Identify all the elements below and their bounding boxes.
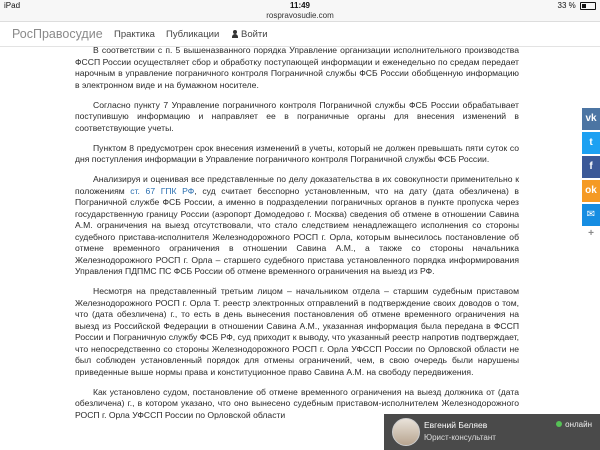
share-column <box>582 108 600 242</box>
url-text: rospravosudie.com <box>266 11 334 20</box>
paragraph-4-start: Анализируя и оценивая все представленные по делу доказательства в их совокупности применительно к положениям <box>75 174 519 196</box>
consultant-chat-widget[interactable] <box>384 414 600 450</box>
site-logo[interactable]: РосПравосудие <box>12 27 103 41</box>
nav-login-label: Войти <box>241 29 268 40</box>
more-share-icon[interactable]: + <box>582 228 600 240</box>
online-dot-icon <box>556 421 562 427</box>
paragraph-3: Пунктом 8 предусмотрен срок внесения изменений в учеты, который не должен превышать пяти суток со дня поступления информации в Управление пограничного контроля Пограничной службы ФСБ России. <box>75 142 519 164</box>
ios-status-bar <box>0 0 600 11</box>
mail-share-icon[interactable]: ✉ <box>582 204 600 226</box>
nav-practice-link[interactable]: Практика <box>114 29 155 40</box>
odnoklassniki-share-icon[interactable]: ok <box>582 180 600 202</box>
paragraph-1: В соответствии с п. 5 вышеназванного порядка Управление организации исполнительного производства ФССП России осуществляет сбор и обработку поступающей информации и еженедельно по средам передает нарочным в управление пограничного контроля Пограничной службы ФСБ России обобщенную информацию в электронном виде и на бумажном носителе. <box>75 45 519 90</box>
address-bar[interactable] <box>0 11 600 22</box>
article-body <box>75 45 519 430</box>
user-icon <box>232 30 238 38</box>
twitter-share-icon[interactable]: t <box>582 132 600 154</box>
paragraph-2: Согласно пункту 7 Управление пограничного контроля Пограничной службы ФСБ России обрабатывает поступившую информацию и направляет ее в пограничные органы для внесения изменений в соответствующие учеты. <box>75 99 519 133</box>
clock: 11:49 <box>289 1 311 10</box>
battery-percent: 33 % <box>557 1 576 10</box>
vk-share-icon[interactable]: vk <box>582 108 600 130</box>
site-nav <box>0 22 600 47</box>
battery-indicator <box>558 0 596 11</box>
consultant-role: Юрист-консультант <box>424 433 496 442</box>
law-article-link[interactable]: ст. 67 ГПК РФ <box>130 185 195 196</box>
online-label: онлайн <box>565 420 592 429</box>
facebook-share-icon[interactable]: f <box>582 156 600 178</box>
paragraph-4-end: , суд считает бесспорно установленным, что на дату (дата обезличена) в Пограничной службе ФСБ России, а именно в подразделении пограничных органов в пункте пропуска через государственную границу России (аэропорт Домодедово г. Москва) сведения об отмене в отношении Савина А.М. ограничения на выезд отсутствовали, что стало следствием ненадлежащего исполнения со стороны судебного пристава-исполнителя Железнодорожного РОСП г. Орла, которым вынесилось постановление об отмене временного ограничения в отношении Савина А.М., а также со стороны начальника Железнодорожного РОСП г. Орла – старшего судебного пристава установленного порядка информирования Управления ПДПМС ПС ФСБ России об отмене временного ограничения на выезд из РФ. <box>75 185 519 276</box>
consultant-name: Евгений Беляев <box>424 420 488 430</box>
nav-publications-link[interactable]: Публикации <box>166 29 220 40</box>
online-status <box>556 420 592 429</box>
nav-login-link[interactable] <box>232 29 268 40</box>
paragraph-5: Несмотря на представленный третьим лицом – начальником отдела – старшим судебным приставом Железнодорожного РОСП г. Орла Т. реестр электронных отправлений в подтверждение своих доводов о том, что (дата обезличена) г., то есть в день вынесения постановления об отмене временного ограничения на выезд из Российской Федерации в отношении Савина А.М., указанная информация была передана в ФССП России и Пограничную службу ФСБ РФ, суд приходит к выводу, что указанный реестр напротив подтверждает, что непосредственно со стороны Железнодорожного РОСП г. Орла УФССП России по Орловской области не был соблюден установленный порядок для отмены ограничений, чем, в свою очередь были нарушены приведенные выше нормы права и конституционное право Савина А.М. на свободу передвижения. <box>75 286 519 377</box>
battery-icon <box>580 2 596 10</box>
consultant-avatar <box>392 418 420 446</box>
paragraph-6: Как установлено судом, постановление об отмене временного ограничения на выезд должника от (дата обезличена) г., в котором указано, что оно вынесено судебным приставом-исполнителем Железнодорожного РОСП г. Орла УФССП России по Орловской области <box>75 386 519 420</box>
paragraph-4 <box>75 174 519 278</box>
device-name: iPad <box>4 1 21 10</box>
